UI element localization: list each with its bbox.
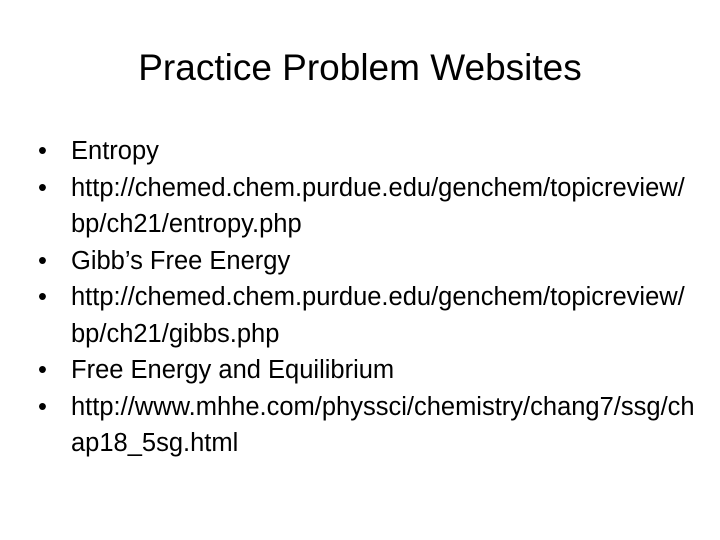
- bullet-dot: •: [38, 356, 47, 384]
- bullet-dot: •: [38, 246, 47, 275]
- bullet-dot: •: [38, 137, 47, 165]
- bullet-link-text[interactable]: http://chemed.chem.purdue.edu/genchem/topicreview/bp/ch21/gibbs.php: [71, 283, 685, 348]
- bullet-dot: •: [38, 392, 47, 421]
- bullet-item-gibbs-url[interactable]: [38, 279, 698, 352]
- bullet-text: Gibb’s Free Energy: [71, 246, 291, 275]
- bullet-item-equilibrium-url[interactable]: [38, 389, 698, 462]
- bullet-list: [38, 133, 698, 462]
- bullet-link-text[interactable]: http://chemed.chem.purdue.edu/genchem/topicreview/bp/ch21/entropy.php: [71, 173, 685, 238]
- bullet-dot: •: [38, 173, 47, 202]
- slide-title: Practice Problem Websites: [138, 47, 582, 88]
- bullet-dot: •: [38, 283, 47, 311]
- bullet-link-text[interactable]: http://www.mhhe.com/physsci/chemistry/chang7/ssg/chap18_5sg.html: [71, 392, 695, 457]
- bullet-item-gibbs: [38, 243, 698, 280]
- bullet-item-entropy: [38, 133, 698, 170]
- bullet-item-entropy-url[interactable]: [38, 170, 698, 243]
- bullet-text: Entropy: [71, 137, 159, 165]
- bullet-item-equilibrium: [38, 352, 698, 389]
- bullet-text: Free Energy and Equilibrium: [71, 356, 395, 384]
